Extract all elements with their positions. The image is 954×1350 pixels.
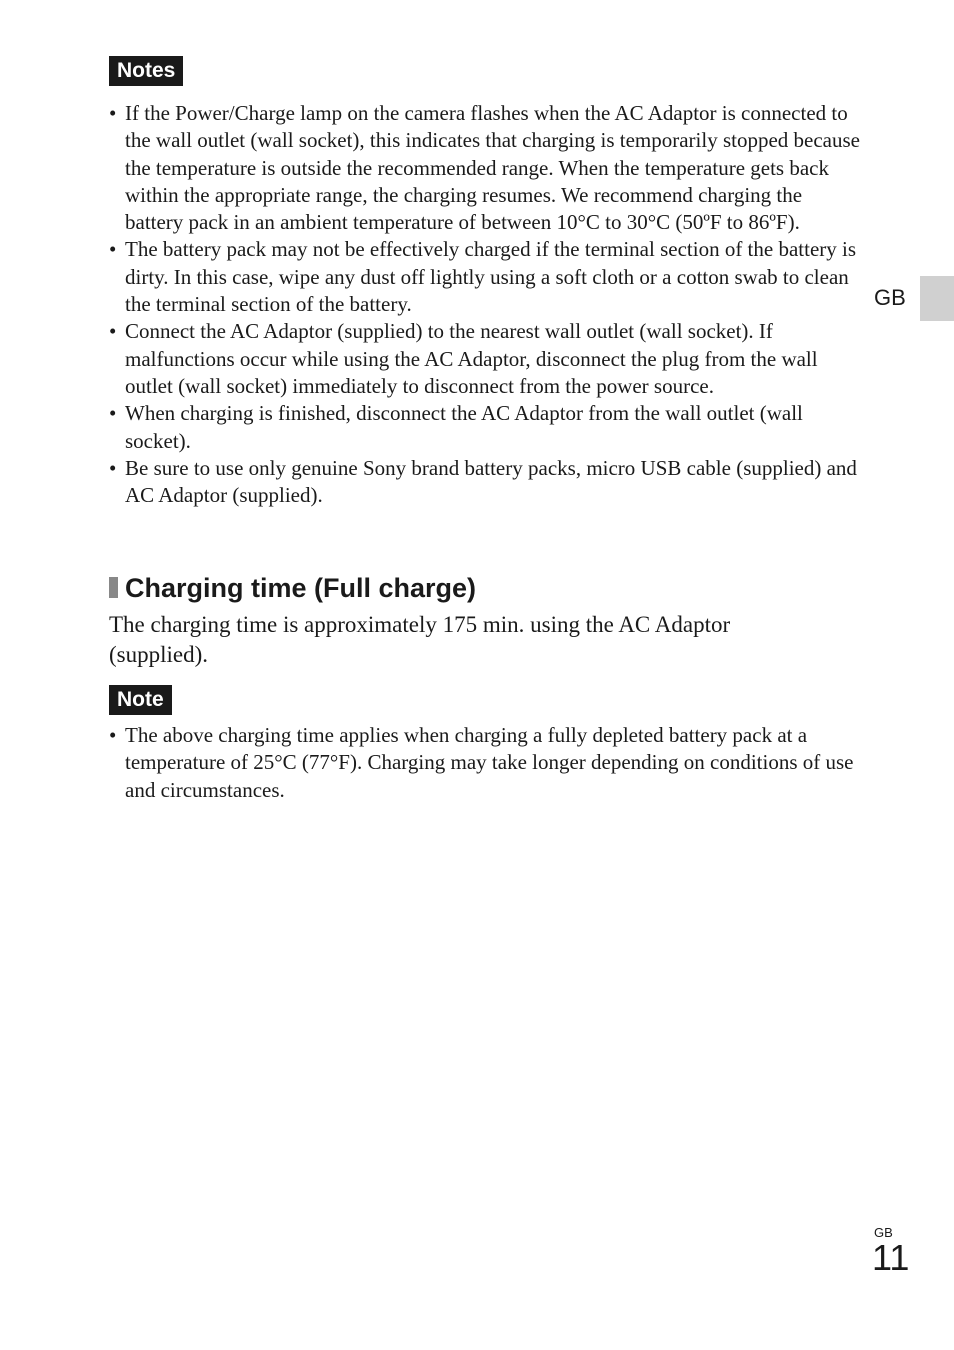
bullet-icon: • [109,401,117,426]
footer-region-code: GB [874,1225,893,1240]
section-heading-text: Charging time (Full charge) [125,573,477,603]
note-list [109,722,865,804]
note-text: When charging is finished, disconnect the AC Adaptor from the wall outlet (wall socket). [125,401,803,453]
bullet-icon: • [109,237,117,262]
bullet-icon: • [109,455,117,480]
bullet-icon: • [109,723,117,747]
page-number: 11 [872,1237,910,1278]
note-text: If the Power/Charge lamp on the camera flashes when the AC Adaptor is connected to the wall outlet (wall socket), this indicates that charging is temporarily stopped because the temperature is outside the recommended range. When the temperature gets back within the appropriate range, the charging resumes. We recommend charging the battery pack in an ambient temperature of between 10°C to 30°C (50ºF to 86ºF). [125,101,860,235]
list-item [109,722,865,804]
list-item [109,236,865,318]
note-label: Note [109,685,172,715]
list-item [109,455,865,510]
bullet-icon: • [109,101,117,125]
heading-marker-icon [109,577,118,598]
note-text: The above charging time applies when charging a fully depleted battery pack at a temperature of 25°C (77°F). Charging may take longer depending on conditions of use and circumstances. [125,723,854,802]
note-text: Be sure to use only genuine Sony brand battery packs, micro USB cable (supplied) and AC Adaptor (supplied). [125,455,857,508]
side-tab-label: GB [874,285,906,310]
note-text: Connect the AC Adaptor (supplied) to the nearest wall outlet (wall socket). If malfunctions occur while using the AC Adaptor, disconnect the plug from the wall outlet (wall socket) immediately to disconnect from the power source. [125,319,818,398]
section-body: The charging time is approximately 175 min. using the AC Adaptor (supplied). [109,612,731,667]
list-item [109,318,865,400]
bullet-icon: • [109,319,117,344]
list-item [109,100,865,236]
section-heading [109,570,476,606]
note-text: The battery pack may not be effectively charged if the terminal section of the battery is dirty. In this case, wipe any dust off lightly using a soft cloth or a cotton swab to clean the terminal section of the battery. [125,237,857,317]
notes-label: Notes [109,56,183,86]
side-tab-marker [920,276,954,321]
list-item [109,400,865,455]
notes-list [109,100,865,509]
